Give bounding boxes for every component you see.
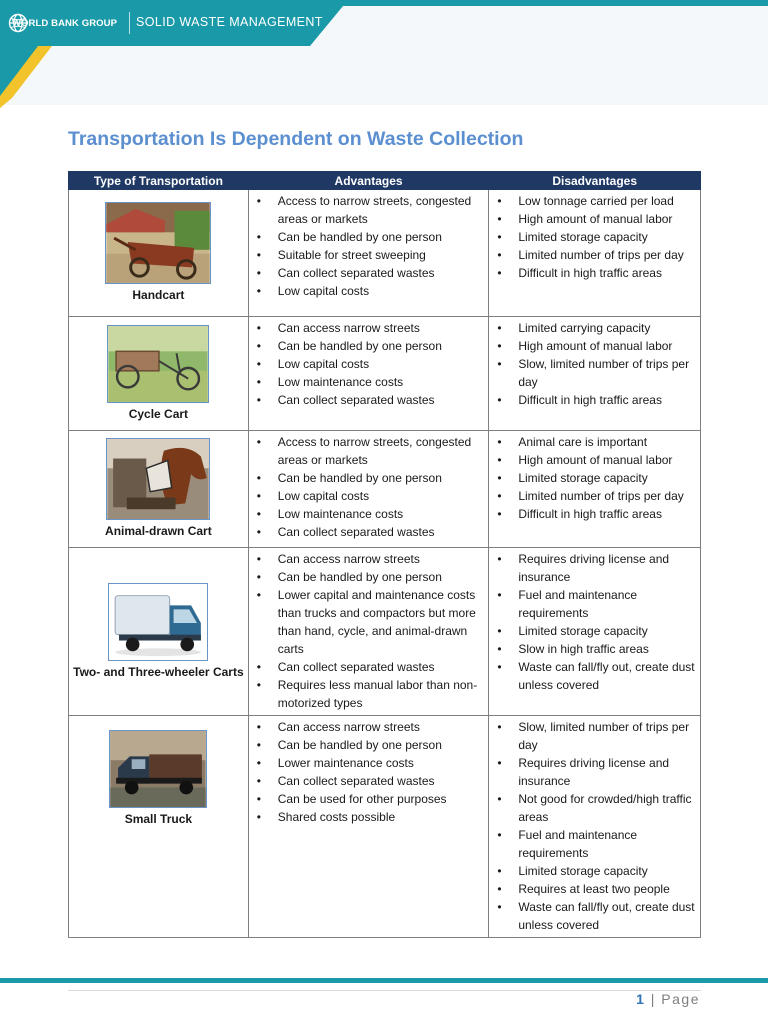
header-title: SOLID WASTE MANAGEMENT: [136, 15, 323, 29]
list-item: • Can be handled by one person: [249, 736, 485, 754]
disadvantages-list: [489, 190, 700, 285]
world-bank-logo: [8, 13, 130, 33]
list-item: • Limited storage capacity: [489, 862, 696, 880]
list-item: • Can be used for other purposes: [249, 790, 485, 808]
small-truck-photo: [109, 730, 207, 808]
list-item: • Lower maintenance costs: [249, 754, 485, 772]
page-title: Transportation Is Dependent on Waste Collection: [68, 128, 524, 150]
table-row: [69, 431, 701, 548]
disadvantages-cell: [489, 431, 701, 548]
table-row: [69, 548, 701, 716]
type-cell: [69, 317, 249, 431]
list-item: • Access to narrow streets, congested areas or markets: [249, 433, 485, 469]
list-item: • Requires less manual labor than non-motorized types: [249, 676, 485, 712]
list-item: • Slow, limited number of trips per day: [489, 355, 696, 391]
list-item: • Difficult in high traffic areas: [489, 264, 696, 282]
list-item: • Difficult in high traffic areas: [489, 505, 696, 523]
list-item: • Requires driving license and insurance: [489, 550, 696, 586]
advantages-cell: [248, 190, 489, 317]
list-item: • Not good for crowded/high traffic areas: [489, 790, 696, 826]
advantages-list: [249, 190, 489, 303]
list-item: • Waste can fall/fly out, create dust unless covered: [489, 658, 696, 694]
list-item: • High amount of manual labor: [489, 451, 696, 469]
list-item: • Requires driving license and insurance: [489, 754, 696, 790]
list-item: • Can collect separated wastes: [249, 391, 485, 409]
list-item: • Animal care is important: [489, 433, 696, 451]
advantages-list: [249, 548, 489, 715]
logo-divider: [129, 12, 130, 34]
list-item: • Limited carrying capacity: [489, 319, 696, 337]
list-item: • Access to narrow streets, congested areas or markets: [249, 192, 485, 228]
type-cell: [69, 716, 249, 938]
advantages-cell: [248, 431, 489, 548]
advantages-list: [249, 716, 489, 829]
table-row: [69, 716, 701, 938]
header-banner: [0, 0, 768, 110]
disadvantages-cell: [489, 317, 701, 431]
list-item: • Low maintenance costs: [249, 505, 485, 523]
list-item: • Low tonnage carried per load: [489, 192, 696, 210]
list-item: • Waste can fall/fly out, create dust unless covered: [489, 898, 696, 934]
type-cell: [69, 548, 249, 716]
disadvantages-list: [489, 548, 700, 697]
cycle-cart-photo: [107, 325, 209, 403]
three-wheeler-photo: [108, 583, 208, 661]
list-item: • Can collect separated wastes: [249, 264, 485, 282]
list-item: • Fuel and maintenance requirements: [489, 826, 696, 862]
footer-rule: [0, 978, 768, 983]
page-number: [636, 991, 700, 1007]
globe-icon: [8, 13, 28, 33]
list-item: • Slow, limited number of trips per day: [489, 718, 696, 754]
type-label: Handcart: [132, 288, 185, 302]
type-label: Animal-drawn Cart: [105, 524, 212, 538]
list-item: • Suitable for street sweeping: [249, 246, 485, 264]
list-item: • Limited number of trips per day: [489, 487, 696, 505]
list-item: • Can collect separated wastes: [249, 658, 485, 676]
list-item: • Can access narrow streets: [249, 550, 485, 568]
column-header-disadvantages: Disadvantages: [489, 172, 701, 190]
table-row: [69, 317, 701, 431]
list-item: • Shared costs possible: [249, 808, 485, 826]
type-label: Cycle Cart: [128, 406, 189, 421]
page-number-value: 1: [636, 991, 646, 1007]
disadvantages-cell: [489, 548, 701, 716]
list-item: • Low maintenance costs: [249, 373, 485, 391]
page-label: | Page: [650, 991, 700, 1007]
list-item: • Limited storage capacity: [489, 622, 696, 640]
org-name: WORLD BANK GROUP: [12, 17, 118, 29]
transportation-table: [68, 171, 701, 938]
list-item: • Limited number of trips per day: [489, 246, 696, 264]
type-cell: [69, 190, 249, 317]
type-cell: [69, 431, 249, 548]
list-item: • Can be handled by one person: [249, 228, 485, 246]
disadvantages-list: [489, 317, 700, 412]
disadvantages-list: [489, 716, 700, 937]
advantages-cell: [248, 716, 489, 938]
list-item: • Limited storage capacity: [489, 469, 696, 487]
advantages-cell: [248, 548, 489, 716]
list-item: • Slow in high traffic areas: [489, 640, 696, 658]
type-label: Two- and Three-wheeler Carts: [73, 664, 244, 679]
table-header-row: [69, 172, 701, 190]
list-item: • Low capital costs: [249, 282, 485, 300]
list-item: • Low capital costs: [249, 487, 485, 505]
table-row: [69, 190, 701, 317]
list-item: • Can be handled by one person: [249, 469, 485, 487]
list-item: • High amount of manual labor: [489, 337, 696, 355]
list-item: • Lower capital and maintenance costs than trucks and compactors but more than hand, cycle, and animal-drawn carts: [249, 586, 485, 658]
animal-drawn-cart-photo: [106, 438, 210, 520]
list-item: • High amount of manual labor: [489, 210, 696, 228]
type-label: Small Truck: [124, 812, 193, 826]
handcart-photo: [105, 202, 211, 284]
list-item: • Can collect separated wastes: [249, 772, 485, 790]
list-item: • Difficult in high traffic areas: [489, 391, 696, 409]
list-item: • Can access narrow streets: [249, 718, 485, 736]
column-header-advantages: Advantages: [248, 172, 489, 190]
advantages-list: [249, 431, 489, 544]
list-item: • Fuel and maintenance requirements: [489, 586, 696, 622]
list-item: • Can access narrow streets: [249, 319, 485, 337]
advantages-list: [249, 317, 489, 412]
disadvantages-list: [489, 431, 700, 526]
disadvantages-cell: [489, 716, 701, 938]
list-item: • Can collect separated wastes: [249, 523, 485, 541]
list-item: • Limited storage capacity: [489, 228, 696, 246]
advantages-cell: [248, 317, 489, 431]
list-item: • Requires at least two people: [489, 880, 696, 898]
disadvantages-cell: [489, 190, 701, 317]
list-item: • Low capital costs: [249, 355, 485, 373]
list-item: • Can be handled by one person: [249, 568, 485, 586]
list-item: • Can be handled by one person: [249, 337, 485, 355]
column-header-type: Type of Transportation: [69, 172, 249, 190]
footer-divider: [68, 990, 701, 991]
